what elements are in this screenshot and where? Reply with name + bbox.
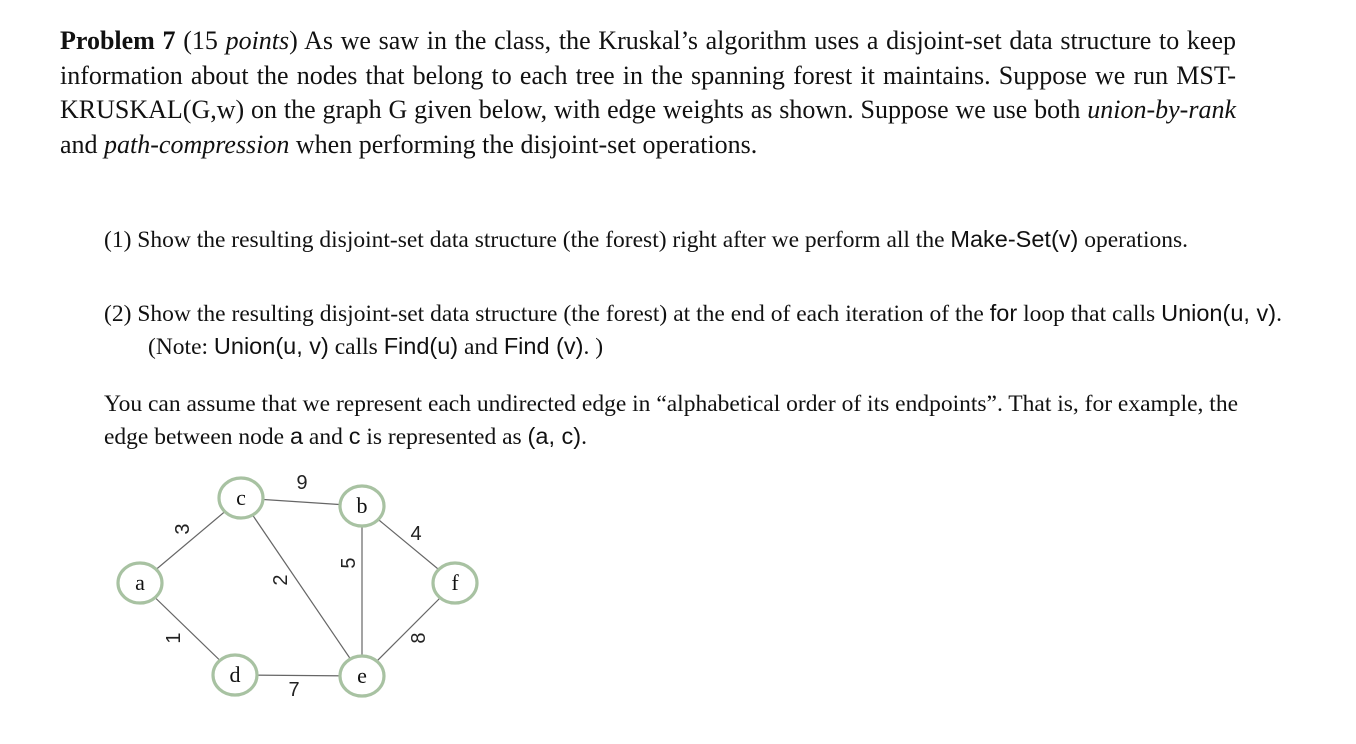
term-union-by-rank: union-by-rank xyxy=(1087,95,1236,124)
points-open: (15 xyxy=(175,26,226,55)
code-find-u: Find(u) xyxy=(383,332,459,359)
assumption-text-2: and xyxy=(303,424,349,450)
item1-text-1: (1) Show the resulting disjoint-set data structure (the forest) right after we perform all the xyxy=(104,227,951,253)
weight-a-d: 1 xyxy=(163,632,185,644)
node-d-label: d xyxy=(229,662,241,687)
intro-text-2: and xyxy=(60,129,105,159)
intro-text-3: when performing the disjoint-set operations. xyxy=(289,129,758,159)
code-node-c: c xyxy=(348,423,361,449)
code-union-1: Union(u, v) xyxy=(1161,300,1277,326)
assumption-text-3: is represented as xyxy=(360,424,528,450)
item2-text-6: . ) xyxy=(583,333,604,360)
code-edge-a-c: (a, c) xyxy=(527,423,582,449)
assumption-paragraph xyxy=(104,388,1238,453)
problem-statement xyxy=(60,24,1236,162)
weight-e-f: 8 xyxy=(408,632,430,644)
question-item-2 xyxy=(104,298,1282,363)
problem-label: Problem 7 xyxy=(60,26,176,55)
weight-b-e: 5 xyxy=(338,557,360,569)
code-make-set: Make-Set(v) xyxy=(950,226,1079,252)
points-word: points xyxy=(225,26,290,55)
node-b-label: b xyxy=(356,493,368,518)
node-f-label: f xyxy=(451,570,459,595)
intro-text-1: As we saw in the class, the Kruskal’s algorithm uses a disjoint-set data structure to keep information about the nodes that belong to each tree in the spanning forest it maintains. Suppose we run MST-KRUSKAL(G,w) on the graph G given below, with edge weights as shown. Suppose we use both xyxy=(60,26,1236,124)
assumption-text-4: . xyxy=(581,424,587,450)
item2-text-3: . (Note: xyxy=(148,301,1282,360)
term-path-compression: path-compression xyxy=(104,129,290,159)
node-d xyxy=(213,655,257,695)
weight-c-e: 2 xyxy=(270,574,292,586)
weight-c-b: 6 xyxy=(296,470,308,492)
points-close: ) xyxy=(289,26,298,55)
edge-c-e xyxy=(241,498,362,676)
code-node-a: a xyxy=(289,423,304,449)
item2-text-2: loop that calls xyxy=(1017,301,1162,327)
node-c xyxy=(219,478,263,518)
code-union-2: Union(u, v) xyxy=(213,332,329,359)
node-a xyxy=(118,563,162,603)
weight-d-e: 7 xyxy=(288,679,300,701)
weight-a-c: 3 xyxy=(172,523,194,535)
assumption-text-1: You can assume that we represent each undirected edge in “alphabetical order of its endpoints”. That is, for example, the edge between node xyxy=(104,391,1238,450)
code-for: for xyxy=(989,300,1018,326)
node-e xyxy=(340,656,384,696)
node-a-label: a xyxy=(135,570,145,595)
graph-figure xyxy=(0,460,520,744)
item2-text-1: (2) Show the resulting disjoint-set data structure (the forest) at the end of each iteration of the xyxy=(104,301,990,327)
node-b xyxy=(340,486,384,526)
node-f xyxy=(433,563,477,603)
node-e-label: e xyxy=(357,663,367,688)
item1-text-2: operations. xyxy=(1078,227,1188,253)
item2-text-5: and xyxy=(458,333,504,360)
item2-text-4: calls xyxy=(328,333,384,360)
code-find-v: Find (v) xyxy=(503,332,584,359)
weight-b-f: 4 xyxy=(410,523,422,545)
question-item-1 xyxy=(104,224,1282,257)
node-c-label: c xyxy=(236,485,246,510)
